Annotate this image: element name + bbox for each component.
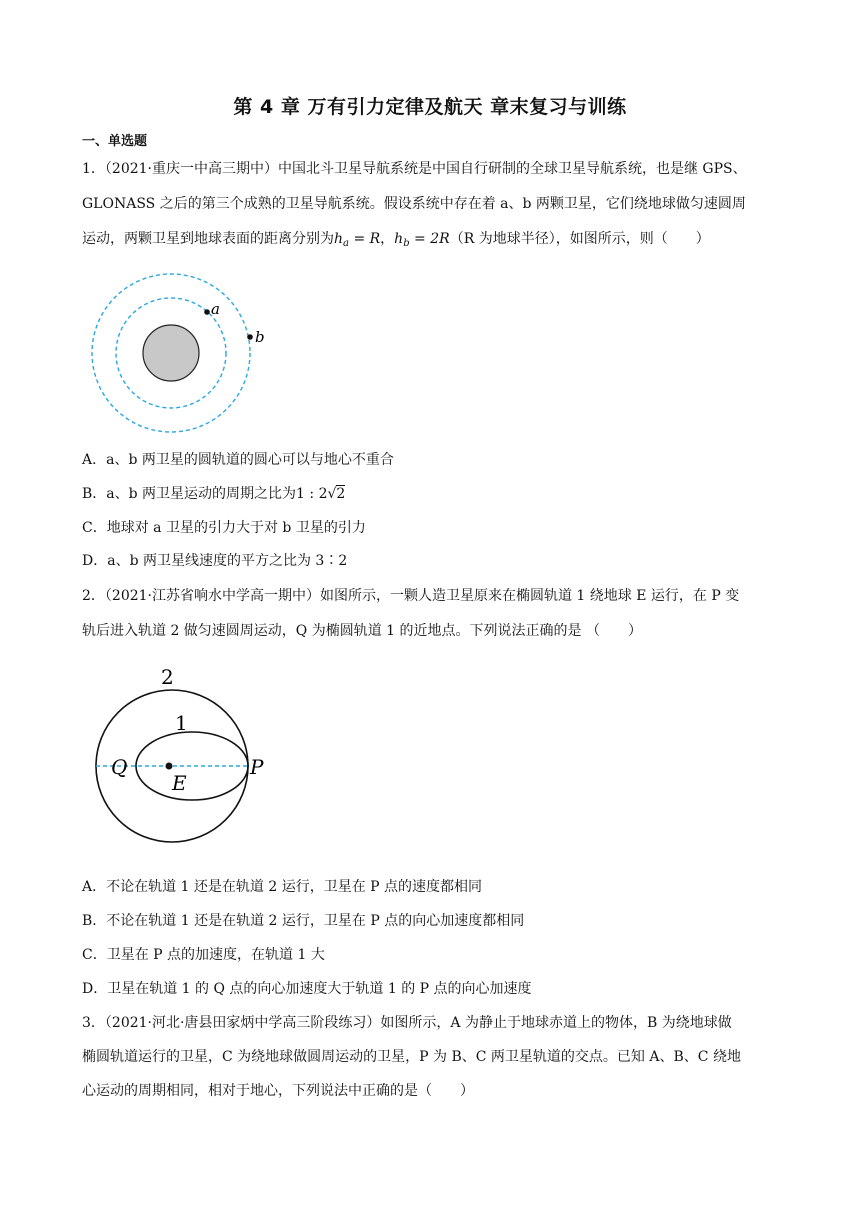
earth-disc [143,325,199,381]
hb-subscript: b [403,238,410,249]
q2-option-c: C．卫星在 P 点的加速度，在轨道 1 大 [82,947,325,963]
section-heading: 一、单选题 [82,134,148,149]
point-q-label: Q [111,755,128,779]
q1-option-b-text: B．a、b 两卫星运动的周期之比为 [82,486,297,502]
q1-text-line-2: GLONASS 之后的第三个成熟的卫星导航系统。假设系统中存在着 a、b 两颗卫星，它们绕地球做匀速圆周 [82,196,746,212]
satellite-b-label: b [255,328,265,346]
q1-text-line-1: 1．（2021·重庆一中高三期中）中国北斗卫星导航系统是中国自行研制的全球卫星导航系统，也是继 GPS、 [82,161,747,177]
q3-text-line-2: 椭圆轨道运行的卫星，C 为绕地球做圆周运动的卫星，P 为 B、C 两卫星轨道的交点。已知 A、B、C 绕地 [82,1049,741,1065]
q1-text-line-3-post: （R 为地球半径），如图所示，则（ ） [449,231,710,247]
point-p-label: P [250,755,264,779]
ha-symbol: h [334,231,344,247]
orbit-1-label: 1 [175,711,188,735]
q3-text-line-3: 心运动的周期相同，相对于地心，下列说法中正确的是（ ） [82,1083,474,1099]
sqrt-symbol: √ [327,486,337,502]
q1-option-d: D．a、b 两卫星线速度的平方之比为 3∶2 [82,553,348,569]
q1-option-b-root: 2 [336,486,346,502]
q2-text-line-1: 2．（2021·江苏省响水中学高一期中）如图所示，一颗人造卫星原来在椭圆轨道 1 绕地球 E 运行，在 P 变 [82,588,740,604]
satellite-a-label: a [211,300,220,318]
earth-e-dot [166,763,173,770]
q2-option-a: A．不论在轨道 1 还是在轨道 2 运行，卫星在 P 点的速度都相同 [82,879,483,895]
ha-subscript: a [343,238,349,249]
q1-option-a: A．a、b 两卫星的圆轨道的圆心可以与地心不重合 [82,452,394,468]
orbit-2-label: 2 [161,665,174,689]
ha-equals: = R [349,231,381,247]
q1-option-b [82,484,345,504]
page-title: 第 4 章 万有引力定律及航天 章末复习与训练 [233,96,627,118]
q1-option-b-ratio: 1 : 2 [296,486,328,502]
q2-text-line-2: 轨后进入轨道 2 做匀速圆周运动，Q 为椭圆轨道 1 的近地点。下列说法正确的是 （ ） [82,623,642,639]
q3-text-line-1: 3．（2021·河北·唐县田家炳中学高三阶段练习）如图所示，A 为静止于地球赤道上的物体，B 为绕地球做 [82,1015,732,1031]
q1-text-line-3 [82,229,782,254]
hb-equals: = 2R [409,231,450,247]
earth-e-label: E [172,771,187,795]
q1-separator: ， [380,231,395,247]
satellite-b-dot [247,334,253,340]
q2-option-b: B．不论在轨道 1 还是在轨道 2 运行，卫星在 P 点的向心加速度都相同 [82,913,525,929]
q2-orbit-figure [90,660,280,860]
q1-text-line-3-pre: 运动，两颗卫星到地球表面的距离分别为 [82,231,334,247]
q1-option-c: C．地球对 a 卫星的引力大于对 b 卫星的引力 [82,520,366,536]
q1-orbit-figure [78,270,278,440]
q2-option-d: D．卫星在轨道 1 的 Q 点的向心加速度大于轨道 1 的 P 点的向心加速度 [82,981,532,997]
satellite-a-dot [204,309,210,315]
hb-symbol: h [394,231,404,247]
